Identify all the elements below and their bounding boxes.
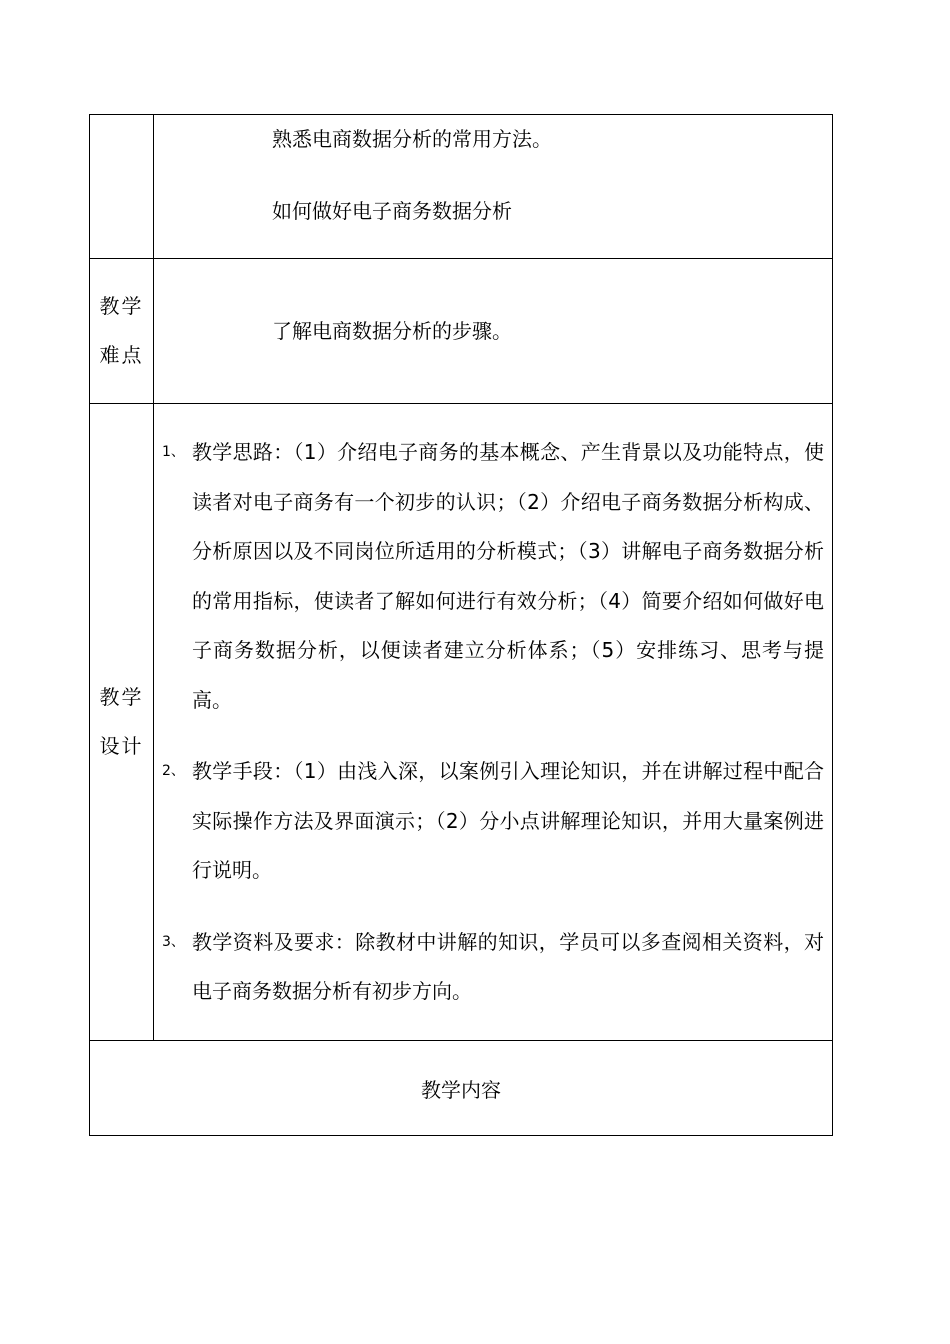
- difficulty-label-bottom: 难点: [99, 343, 144, 367]
- goal-line-2: 如何做好电子商务数据分析: [272, 199, 512, 223]
- goal-text-cell: [154, 115, 833, 259]
- teaching-goal-row: [90, 115, 833, 259]
- design-item-3-number: 3、: [162, 933, 185, 950]
- content-title: 教学内容: [90, 1041, 833, 1136]
- design-item-1: [154, 428, 832, 725]
- goal-line-1: 熟悉电商数据分析的常用方法。: [272, 127, 552, 151]
- design-item-3: [154, 918, 832, 1017]
- goal-label-cell: [90, 115, 154, 259]
- design-label: [90, 404, 154, 1041]
- teaching-design-row: [90, 404, 833, 1041]
- difficulty-text: 了解电商数据分析的步骤。: [272, 319, 512, 343]
- design-text-cell: [154, 404, 833, 1041]
- design-label-bottom: 设计: [99, 734, 144, 758]
- design-item-2: [154, 747, 832, 896]
- teaching-difficulty-row: [90, 259, 833, 404]
- design-item-2-text: 教学手段：（1）由浅入深，以案例引入理论知识，并在讲解过程中配合实际操作方法及界面演示；（2）分小点讲解理论知识，并用大量案例进行说明。: [192, 759, 824, 882]
- design-item-2-number: 2、: [162, 763, 185, 779]
- difficulty-text-cell: [154, 259, 833, 404]
- teaching-content-row: [90, 1041, 833, 1136]
- lesson-plan-table: [89, 114, 833, 1136]
- design-item-1-number: 1、: [162, 444, 185, 460]
- design-item-1-text: 教学思路：（1）介绍电子商务的基本概念、产生背景以及功能特点，使读者对电子商务有一个初步的认识；（2）介绍电子商务数据分析构成、分析原因以及不同岗位所适用的分析模式；（3）讲解电子商务数据分析的常用指标，使读者了解如何进行有效分析；（4）简要介绍如何做好电子商务数据分析，以便读者建立分析体系；（5）安排练习、思考与提高。: [192, 440, 824, 712]
- design-label-top: 教学: [99, 685, 144, 709]
- design-item-3-text: 教学资料及要求：除教材中讲解的知识，学员可以多查阅相关资料，对电子商务数据分析有初步方向。: [192, 929, 824, 1003]
- difficulty-label: [90, 259, 154, 404]
- difficulty-label-top: 教学: [99, 294, 144, 318]
